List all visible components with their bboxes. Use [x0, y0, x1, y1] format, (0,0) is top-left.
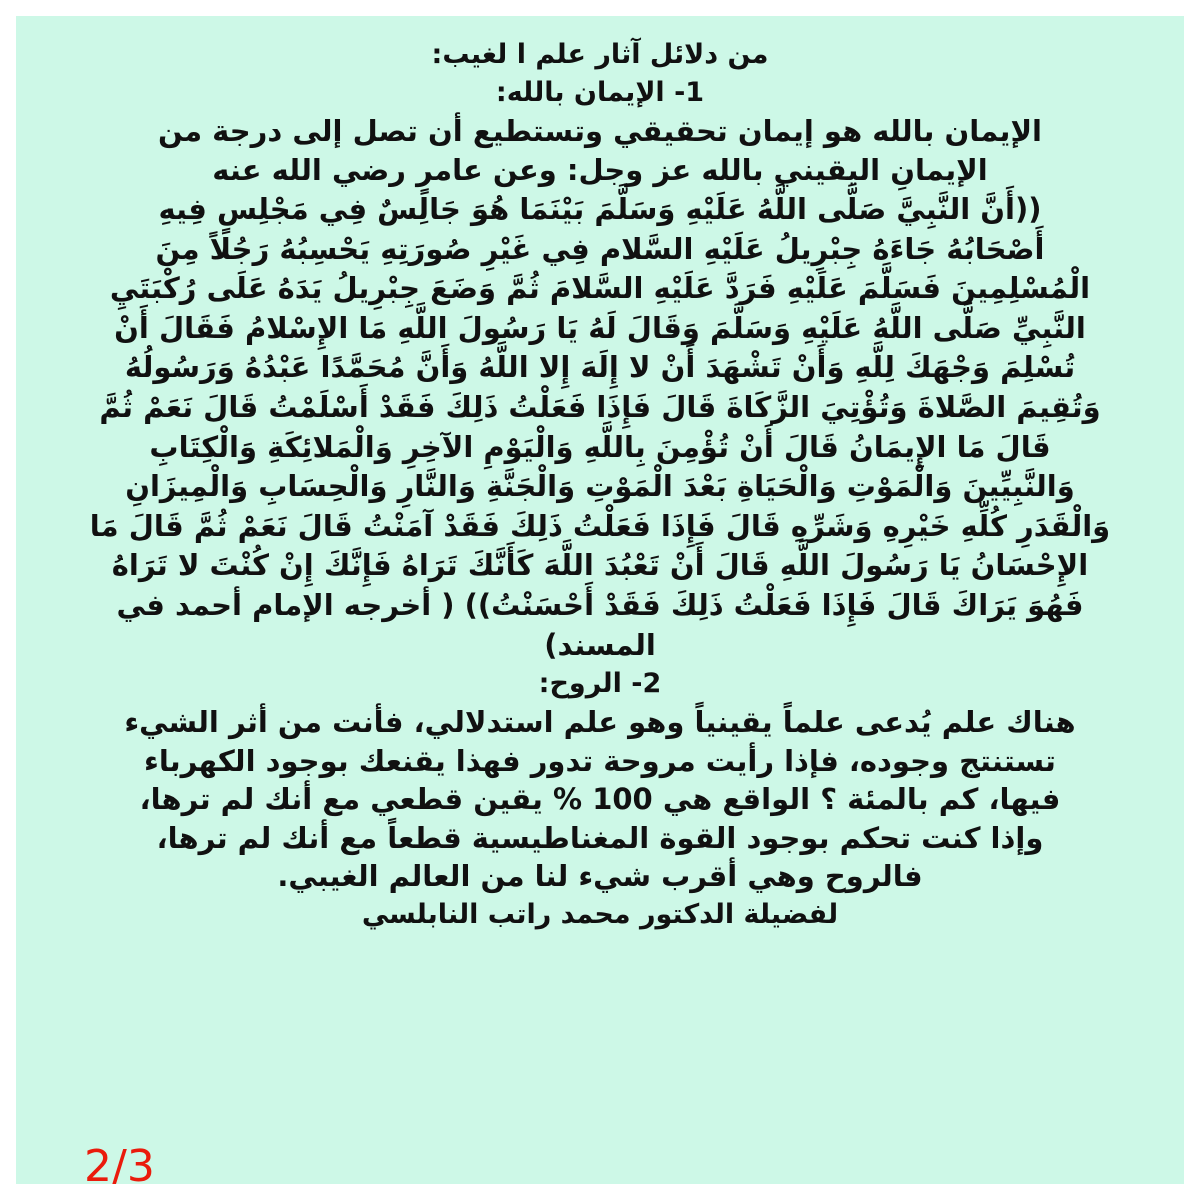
text-line: وإذا كنت تحكم بوجود القوة المغناطيسية قطعاً مع أنك لم ترها، — [156, 820, 1044, 855]
hadith-line: المسند) — [544, 627, 656, 662]
hadith-line: وَتُقِيمَ الصَّلاةَ وَتُؤْتِيَ الزَّكَاةَ قَالَ فَإِذَا فَعَلْتُ ذَلِكَ فَقَدْ أَسْلَمْتُ قَالَ نَعَمْ ثُمَّ — [99, 389, 1101, 424]
section-1-intro — [56, 112, 1144, 190]
document-body — [56, 36, 1144, 933]
hadith-line: النَّبِيِّ صَلَّى اللَّهُ عَلَيْهِ وَسَلَّمَ وَقَالَ لَهُ يَا رَسُولَ اللَّهِ مَا الإِسْلامُ فَقَالَ أَنْ — [114, 310, 1086, 345]
hadith-quote — [56, 190, 1144, 665]
hadith-line: تُسْلِمَ وَجْهَكَ لِلَّهِ وَأَنْ تَشْهَدَ أَنْ لا إِلَهَ إِلا اللَّهُ وَأَنَّ مُحَمَّدًا عَبْدُهُ وَرَسُولُهُ — [124, 350, 1076, 385]
hadith-line: قَالَ مَا الإِيمَانُ قَالَ أَنْ تُؤْمِنَ بِاللَّهِ وَالْيَوْمِ الآخِرِ وَالْمَلائِكَةِ وَالْكِتَابِ — [149, 429, 1051, 464]
page-number: 2/3 — [84, 1141, 155, 1184]
text-line: فيها، كم بالمئة ؟ الواقع هي 100 % يقين قطعي مع أنك لم ترها، — [139, 782, 1061, 817]
text-line: تستنتج وجوده، فإذا رأيت مروحة تدور فهذا يقنعك بوجود الكهرباء — [144, 743, 1056, 778]
author-credit: لفضيلة الدكتور محمد راتب النابلسي — [361, 898, 839, 930]
text-line: فالروح وهي أقرب شيء لنا من العالم الغيبي. — [277, 859, 923, 894]
section-1-heading: 1- الإيمان بالله: — [495, 77, 705, 108]
hadith-line: الْمُسْلِمِينَ فَسَلَّمَ عَلَيْهِ فَرَدَّ عَلَيْهِ السَّلامَ ثُمَّ وَضَعَ جِبْرِيلُ يَدَهُ عَلَى رُكْبَتَيِ — [109, 271, 1091, 306]
document-page — [16, 16, 1184, 1184]
text-line: هناك علم يُدعى علماً يقينياً وهو علم استدلالي، فأنت من أثر الشيء — [124, 705, 1076, 740]
hadith-line: فَهُوَ يَرَاكَ قَالَ فَإِذَا فَعَلْتُ ذَلِكَ فَقَدْ أَحْسَنْتُ)) ( أخرجه الإمام أحمد في — [116, 587, 1084, 622]
hadith-line: الإِحْسَانُ يَا رَسُولَ اللَّهِ قَالَ أَنْ تَعْبُدَ اللَّهَ كَأَنَّكَ تَرَاهُ فَإِنَّكَ إِنْ كُنْتَ لا تَرَاهُ — [111, 548, 1089, 583]
text-line: الإيمانِ اليقيني بالله عز وجل: وعن عامرٍ رضي الله عنه — [212, 153, 988, 187]
hadith-line: ((أَنَّ النَّبِيَّ صَلَّى اللَّهُ عَلَيْهِ وَسَلَّمَ بَيْنَمَا هُوَ جَالِسٌ فِي مَجْلِسٍ فِيهِ — [158, 192, 1042, 226]
section-2-text — [56, 703, 1144, 896]
hadith-line: أَصْحَابُهُ جَاءَهُ جِبْرِيلُ عَلَيْهِ السَّلام فِي غَيْرِ صُورَتِهِ يَحْسِبُهُ رَجُلاً مِنَ — [155, 231, 1045, 266]
section-2-heading: 2- الروح: — [538, 668, 662, 700]
text-line: الإيمان بالله هو إيمان تحقيقي وتستطيع أن تصل إلى درجة من — [158, 114, 1042, 148]
document-title: من دلائل آثار علم ا لغيب: — [431, 39, 769, 70]
hadith-line: وَالنَّبِيِّينَ وَالْمَوْتِ وَالْحَيَاةِ بَعْدَ الْمَوْتِ وَالْجَنَّةِ وَالنَّارِ وَالْحِسَابِ وَالْمِيزَانِ — [125, 469, 1075, 504]
hadith-line: وَالْقَدَرِ كُلِّهِ خَيْرِهِ وَشَرِّهِ قَالَ فَإِذَا فَعَلْتُ ذَلِكَ فَقَدْ آمَنْتُ قَالَ نَعَمْ ثُمَّ قَالَ مَا — [89, 508, 1111, 543]
